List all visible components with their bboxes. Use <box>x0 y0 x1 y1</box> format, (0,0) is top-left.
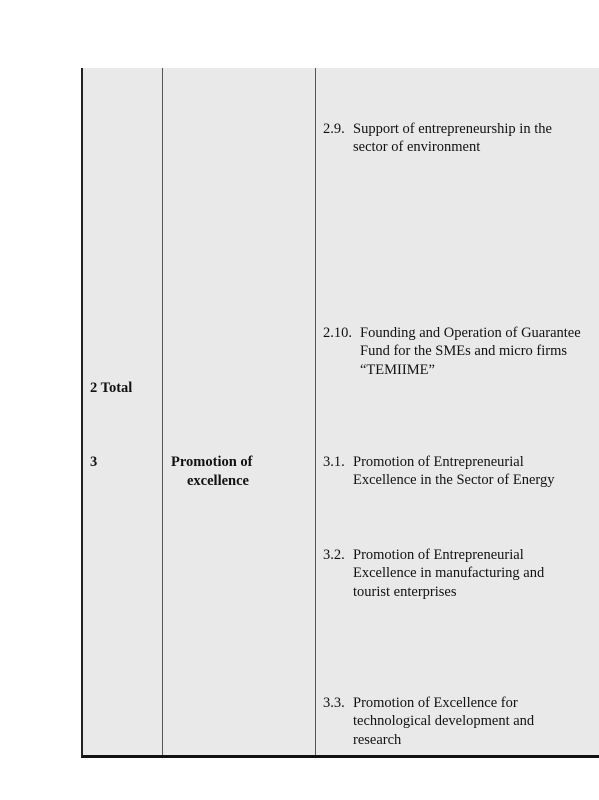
item-text <box>353 453 554 490</box>
item-number: 3.3. <box>323 695 345 711</box>
category-label-line2: excellence <box>187 473 249 489</box>
item-text <box>353 546 544 601</box>
item-text <box>353 120 552 157</box>
item-number: 3.1. <box>323 454 345 470</box>
item-text-line: Promotion of Entrepreneurial <box>353 547 524 563</box>
item-number: 2.9. <box>323 121 345 137</box>
item-text-line: Promotion of Entrepreneurial <box>353 454 524 470</box>
item-text-line: tourist enterprises <box>353 583 457 600</box>
item-text-line: Excellence in manufacturing and <box>353 565 545 582</box>
item-text-line: Excellence in the Sector of Energy <box>353 472 555 489</box>
item-text-line: Founding and Operation of Guarantee <box>360 325 581 341</box>
column-divider-1 <box>162 68 163 755</box>
item-text-line: research <box>353 731 402 748</box>
item-text <box>360 324 581 379</box>
category-label-line1: Promotion of <box>171 454 253 470</box>
item-text-line: “TEMIIME” <box>360 361 435 378</box>
item-text-line: technological development and <box>353 713 535 730</box>
total-label: 2 Total <box>90 380 133 396</box>
item-text <box>353 694 534 749</box>
table-section <box>81 68 599 758</box>
column-divider-2 <box>315 68 316 755</box>
item-number: 3.2. <box>323 547 345 563</box>
item-number: 2.10. <box>323 325 352 341</box>
item-text-line: Fund for the SMEs and micro firms <box>360 343 568 360</box>
item-text-line: Support of entrepreneurship in the <box>353 121 552 137</box>
item-text-line: Promotion of Excellence for <box>353 695 518 711</box>
item-text-line: sector of environment <box>353 139 481 156</box>
row-number: 3 <box>90 454 98 470</box>
